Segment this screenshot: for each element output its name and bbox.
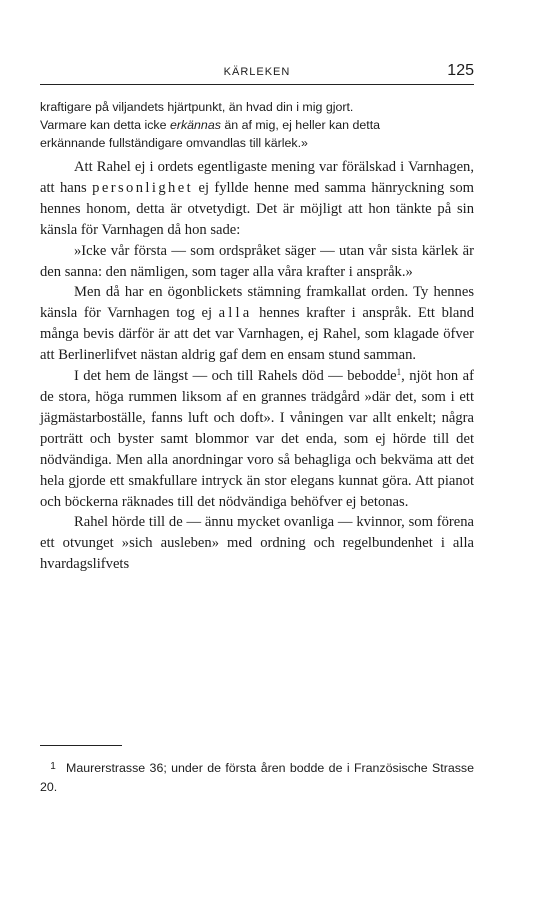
paragraph-text: Men då har en ögonblickets stämning framkallat orden. Ty hennes känsla för Varnhagen tog ej [40, 284, 474, 322]
page-header [40, 62, 474, 82]
footnote-rule [40, 745, 122, 746]
footnote-text: Maurerstrasse 36; under de första åren bodde de i Französische Strasse 20. [40, 761, 474, 794]
spaced-emphasis: personlighet [92, 179, 194, 196]
footnote-marker: 1 [50, 761, 56, 772]
paragraph-text: ej fyllde henne med samma hänryckning som hennes honom, detta är otvetydigt. Det är möjligt att hon tänkte på sin känsla för Varnhagen då hon sade: [40, 179, 474, 238]
header-rule [40, 84, 474, 85]
running-head: KÄRLEKEN [223, 66, 291, 78]
continuation-text: än af mig, ej heller kan detta [220, 118, 381, 132]
paragraph-text: , njöt hon af de stora, höga rummen liksom af en grannes trädgård »där det, som i ett jägmästarboställe, fanns luft och doft». I våningen var allt enkelt; några porträtt och byster samt blommor var det enda, som ej hörde till det nödvändiga. Men alla anordningar voro så behagliga och bekväma att det hela gjorde ett smakfullare intryck än stor elegans kunnat göra. Att pianot och böckerna räknades till det nödvändiga behöfver ej betonas. [40, 368, 474, 510]
paragraph [40, 366, 474, 512]
continuation-text: Varmare kan detta icke [40, 118, 170, 132]
page-number: 125 [447, 62, 474, 79]
footnote-reference: 1 [396, 367, 402, 378]
paragraph-text: Att Rahel ej i ordets egentligaste mening var förälskad i Varnhagen, att hans [40, 159, 474, 196]
paragraph-text: hennes krafter i anspråk. Ett bland många bevis därför är att det var Varnhagen, ej Rahel, som klagade öfver att Berlinerlifvet nästan aldrig gaf dem en ensam stund samman. [40, 305, 475, 364]
paragraph [40, 157, 474, 241]
paragraph: Rahel hörde till de — ännu mycket ovanliga — kvinnor, som förena ett otvunget »sich ausleben» med ordning och regelbundenhet i alla hvardagslifvets [40, 514, 474, 573]
footnote [40, 757, 474, 797]
continuation-line: kraftigare på viljandets hjärtpunkt, än hvad din i mig gjort. [40, 100, 354, 114]
paragraph-text: I det hem de längst — och till Rahels död — bebodde [74, 368, 397, 385]
continuation-block [40, 98, 474, 152]
paragraph: »Icke vår första — som ordspråket säger — utan vår sista kärlek är den sanna: den nämligen, som tager alla våra krafter i anspråk.» [40, 242, 474, 280]
book-page [40, 0, 474, 898]
continuation-line [40, 116, 474, 134]
continuation-line: erkännande fullständigare omvandlas till kärlek.» [40, 136, 308, 150]
paragraph [40, 282, 474, 366]
emphasis-erkannas: erkännas [169, 118, 221, 132]
spaced-emphasis: alla [218, 305, 253, 322]
body-text [40, 157, 474, 575]
